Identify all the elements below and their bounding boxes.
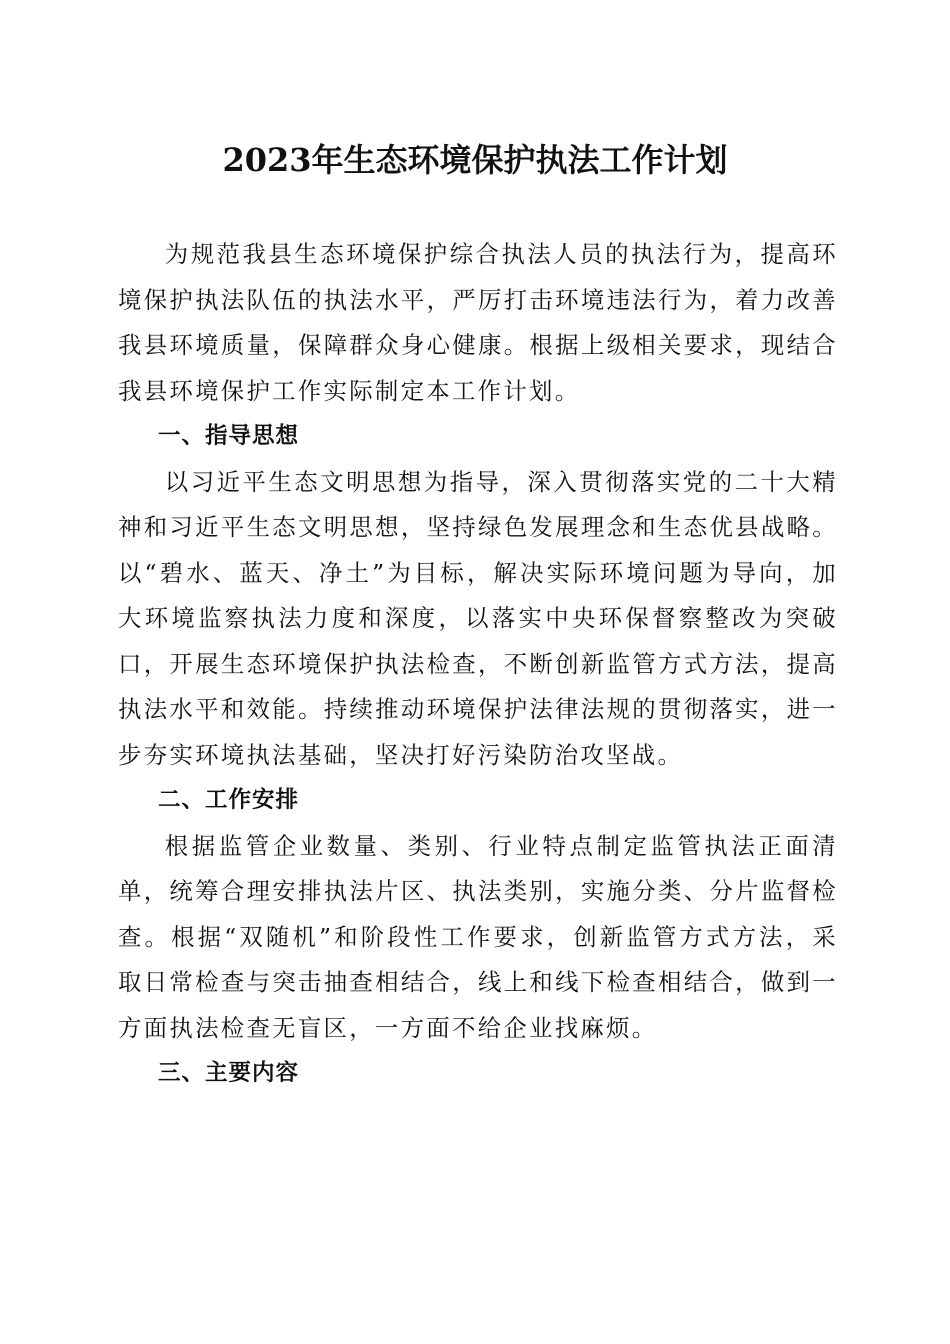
section-heading-work-arrangement: 二、工作安排 — [158, 787, 300, 813]
section-body-guiding-ideology: 以习近平生态文明思想为指导，深入贯彻落实党的二十大精神和习近平生态文明思想，坚持绿色发展理念和生态优县战略。以“碧水、蓝天、净土”为目标，解决实际环境问题为导向，加大环境监察执法力度和深度，以落实中央环保督察整改为突破口，开展生态环境保护执法检查，不断创新监管方式方法，提高执法水平和效能。持续推动环境保护法律法规的贯彻落实，进一步夯实环境执法基础，坚决打好污染防治攻坚战。 — [118, 467, 838, 769]
document-body — [118, 232, 838, 1097]
section-heading-main-content: 三、主要内容 — [158, 1060, 300, 1086]
section-heading-guiding-ideology: 一、指导思想 — [158, 423, 300, 449]
section-body-work-arrangement: 根据监管企业数量、类别、行业特点制定监管执法正面清单，统筹合理安排执法片区、执法类别，实施分类、分片监督检查。根据“双随机”和阶段性工作要求，创新监管方式方法，采取日常检查与突击抽查相结合，线上和线下检查相结合，做到一方面执法检查无盲区，一方面不给企业找麻烦。 — [118, 831, 838, 1042]
page-title: 2023年生态环境保护执法工作计划 — [222, 141, 728, 179]
intro-paragraph: 为规范我县生态环境保护综合执法人员的执法行为，提高环境保护执法队伍的执法水平，严厉打击环境违法行为，着力改善我县环境质量，保障群众身心健康。根据上级相关要求，现结合我县环境保护工作实际制定本工作计划。 — [118, 240, 838, 405]
